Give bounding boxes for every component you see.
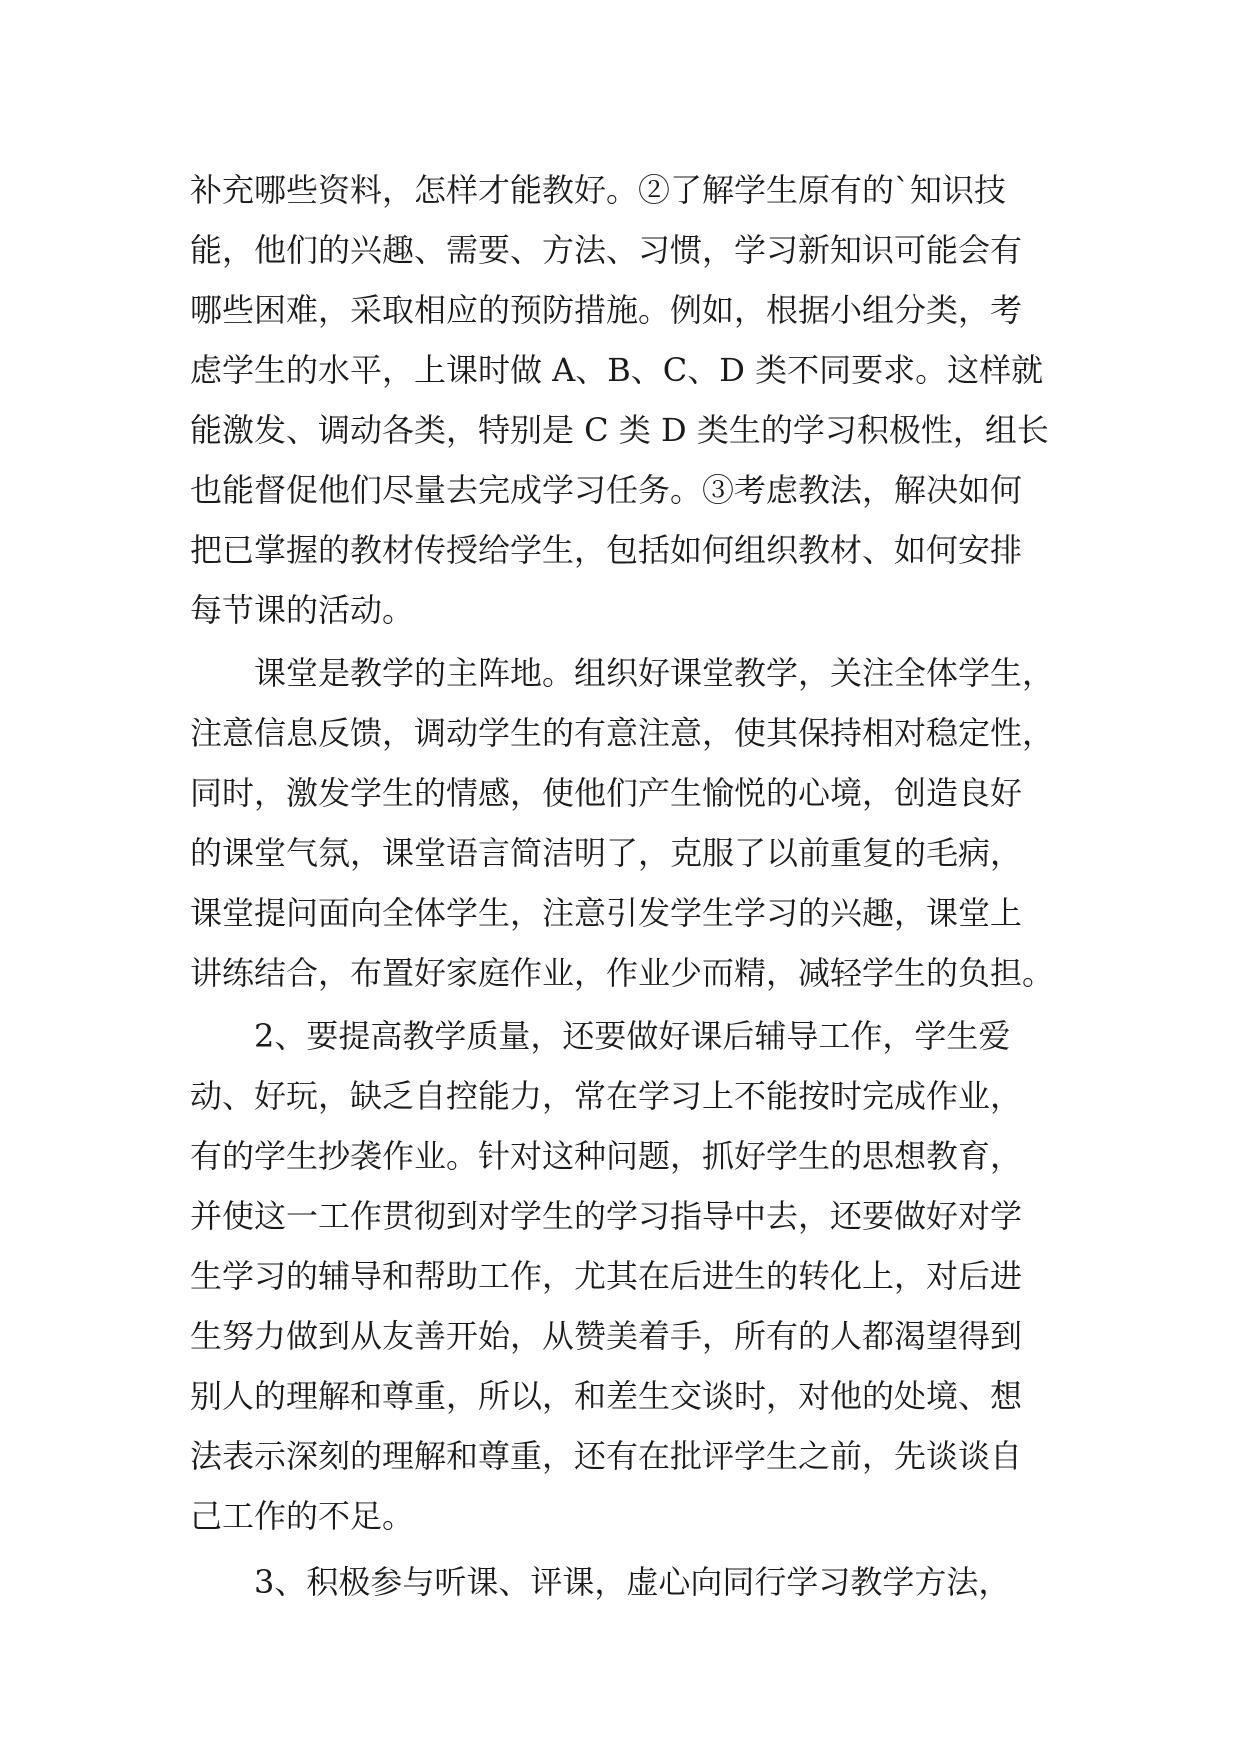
text-line: 虑学生的水平，上课时做 A、B、C、D 类不同要求。这样就 [190, 351, 1044, 389]
text-line: 法表示深刻的理解和尊重，还有在批评学生之前，先谈谈自 [190, 1437, 1023, 1475]
text-line: 动、好玩，缺乏自控能力，常在学习上不能按时完成作业， [190, 1077, 1023, 1115]
text-line: 别人的理解和尊重，所以，和差生交谈时，对他的处境、想 [190, 1377, 1023, 1415]
paragraph-first-line: 3、积极参与听课、评课，虚心向同行学习教学方法， [190, 1563, 1011, 1601]
text-line: 并使这一工作贯彻到对学生的学习指导中去，还要做好对学 [190, 1197, 1023, 1235]
text-line: 把已掌握的教材传授给学生，包括如何组织教材、如何安排 [190, 531, 1023, 569]
text-line: 生学习的辅导和帮助工作，尤其在后进生的转化上，对后进 [190, 1257, 1023, 1295]
paragraph-first-line: 2、要提高教学质量，还要做好课后辅导工作，学生爱 [190, 1017, 1011, 1055]
text-line: 的课堂气氛，课堂语言简洁明了，克服了以前重复的毛病， [190, 834, 1023, 872]
text-line: 每节课的活动。 [190, 591, 415, 629]
text-line: 己工作的不足。 [190, 1497, 415, 1535]
text-line: 补充哪些资料，怎样才能教好。②了解学生原有的`知识技 [190, 171, 1007, 209]
text-line: 哪些困难，采取相应的预防措施。例如，根据小组分类，考 [190, 291, 1023, 329]
text-line: 讲练结合，布置好家庭作业，作业少而精，减轻学生的负担。 [190, 954, 1055, 992]
text-line: 同时，激发学生的情感，使他们产生愉悦的心境，创造良好 [190, 774, 1023, 812]
text-line: 注意信息反馈，调动学生的有意注意，使其保持相对稳定性， [190, 714, 1055, 752]
text-line: 课堂提问面向全体学生，注意引发学生学习的兴趣，课堂上 [190, 894, 1023, 932]
paragraph-first-line: 课堂是教学的主阵地。组织好课堂教学，关注全体学生， [190, 654, 1055, 692]
text-line: 能激发、调动各类，特别是 C 类 D 类生的学习积极性，组长 [190, 411, 1049, 449]
text-line: 能，他们的兴趣、需要、方法、习惯，学习新知识可能会有 [190, 231, 1023, 269]
text-line: 生努力做到从友善开始，从赞美着手，所有的人都渴望得到 [190, 1317, 1023, 1355]
text-line: 也能督促他们尽量去完成学习任务。③考虑教法，解决如何 [190, 471, 1023, 509]
document-body [190, 160, 1070, 1612]
text-line: 有的学生抄袭作业。针对这种问题，抓好学生的思想教育， [190, 1137, 1023, 1175]
